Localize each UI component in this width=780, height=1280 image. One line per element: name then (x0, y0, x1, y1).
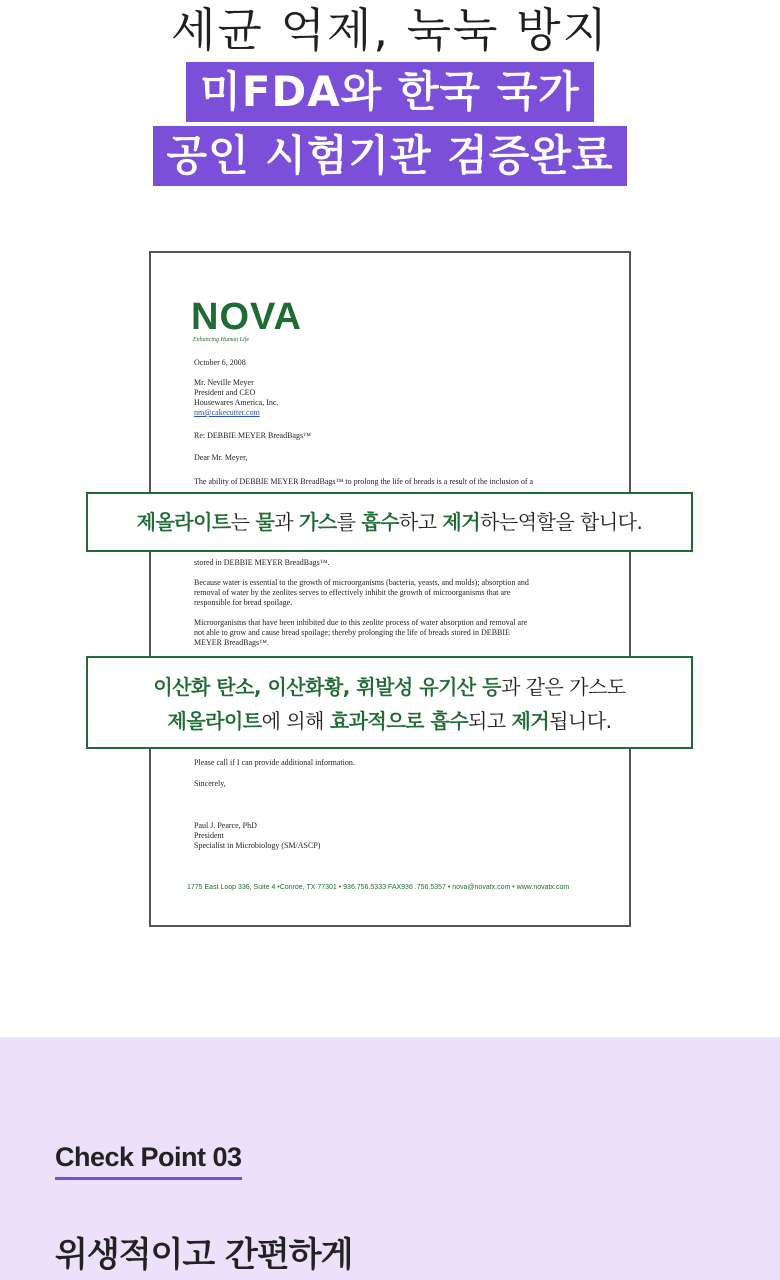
nova-logo: NOVA (191, 296, 302, 338)
callout-highlight: 제거 (442, 510, 481, 534)
callout-highlight: 제올라이트 (136, 510, 231, 534)
callout-text: 하고 (398, 510, 443, 534)
callout-text: 됩니다. (549, 709, 612, 733)
headline-line1: 세균 억제, 눅눅 방지 (171, 3, 609, 57)
letter-paragraph: removal of water by the zeolites serves to effectively inhibit the growth of microorganisms that are (194, 588, 511, 597)
nova-tagline: Enhancing Human Life (193, 337, 249, 343)
letter-closing-line: Please call if I can provide additional information. (194, 758, 355, 767)
callout-highlight: 제거 (511, 709, 550, 733)
letter-paragraph: responsible for bread spoilage. (194, 598, 293, 607)
callout-text: 를 (336, 510, 362, 534)
callout-gas-removal (86, 656, 693, 749)
callout-highlight: 효과적으로 흡수 (329, 709, 469, 733)
callout-highlight: 흡수 (361, 510, 399, 534)
letter-salutation: Dear Mr. Meyer, (194, 453, 248, 462)
letter-paragraph: not able to grow and cause bread spoilage; thereby prolonging the life of breads stored in DEBBIE (194, 628, 510, 637)
headline-highlight-line3: 공인 시험기관 검증완료 (153, 126, 628, 186)
callout-highlight: 가스 (298, 510, 337, 534)
letter-subject: Re: DEBBIE MEYER BreadBags™ (194, 431, 311, 440)
callout-zeolite-role (86, 492, 693, 552)
signature-line: President (194, 831, 224, 840)
callout-line (88, 704, 691, 738)
callout-highlight: 제올라이트 (167, 709, 262, 733)
section-subtitle: 위생적이고 간편하게 (55, 1235, 353, 1275)
callout-text: 되고 (468, 709, 512, 733)
callout-text: 과 같은 가스도 (501, 675, 626, 699)
recipient-line: Housewares America, Inc. (194, 398, 279, 407)
checkpoint-label: Check Point 03 (55, 1142, 242, 1180)
letter-closing: Sincerely, (194, 779, 226, 788)
callout-text: 과 (274, 510, 299, 534)
headline-highlight-line2: 미FDA와 한국 국가 (186, 62, 594, 122)
letter-paragraph: stored in DEBBIE MEYER BreadBags™. (194, 558, 330, 567)
recipient-line: Mr. Neville Meyer (194, 378, 254, 387)
callout-text: 하는역할을 합니다. (480, 510, 643, 534)
letter-paragraph: Because water is essential to the growth of microorganisms (bacteria, yeasts, and molds); absorption and (194, 578, 529, 587)
callout-text: 에 의해 (261, 709, 330, 733)
letter-date: October 6, 2008 (194, 358, 246, 367)
checkpoint-section (0, 1037, 780, 1280)
callout-text: 는 (230, 510, 256, 534)
callout-highlight: 물 (255, 510, 275, 534)
certificate-letter (149, 251, 631, 927)
recipient-email-link[interactable]: nm@cakecutter.com (194, 408, 260, 417)
letter-footer: 1775 East Loop 336, Suite 4 •Conroe, TX 77301 • 936.756.5333 FAX936 .756.5357 • nova@novatx.com • www.novatx.com (187, 884, 570, 891)
signature-line: Paul J. Pearce, PhD (194, 821, 257, 830)
recipient-line: President and CEO (194, 388, 256, 397)
callout-line (88, 670, 691, 704)
callout-highlight: 이산화 탄소, 이산화황, 휘발성 유기산 등 (153, 675, 501, 699)
letter-paragraph: The ability of DEBBIE MEYER BreadBags™ to prolong the life of breads is a result of the inclusion of a (194, 477, 534, 486)
headline (0, 0, 780, 186)
signature-line: Specialist in Microbiology (SM/ASCP) (194, 841, 321, 850)
letter-paragraph: MEYER BreadBags™. (194, 638, 269, 647)
letter-paragraph: Microorganisms that have been inhibited due to this zeolite process of water absorption and removal are (194, 618, 528, 627)
